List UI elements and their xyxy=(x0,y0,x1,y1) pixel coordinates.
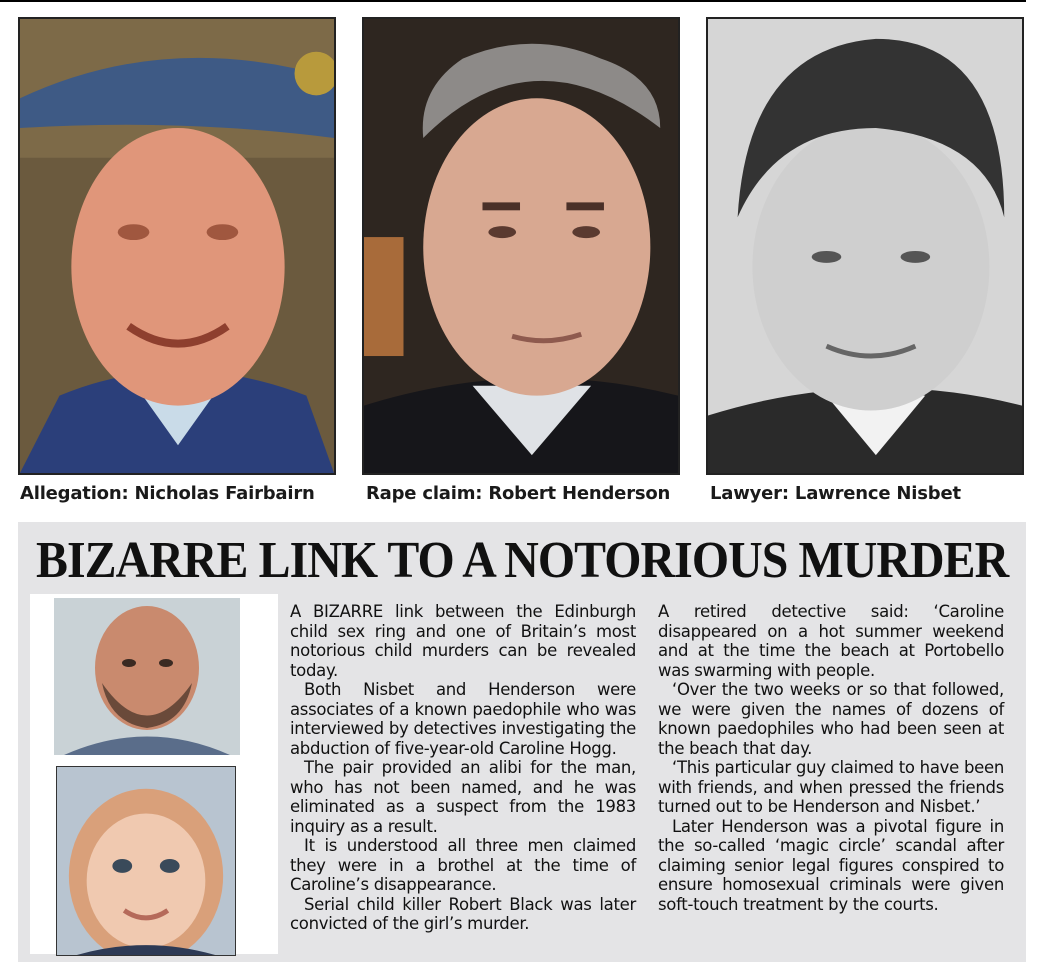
article-paragraph: Later Henderson was a pivotal figure in the so-called ‘magic circle’ scandal after claiming senior legal figures conspired to ensure homosexual criminals were given soft-touch treatment by the courts. xyxy=(658,816,1004,914)
article-paragraph: Serial child killer Robert Black was later convicted of the girl’s murder. xyxy=(290,894,636,933)
inset-photo-young-girl xyxy=(56,766,236,956)
top-rule xyxy=(0,0,1026,2)
article-paragraph: It is understood all three men claimed they were in a brothel at the time of Caroline’s disappearance. xyxy=(290,836,636,894)
article-paragraph: ‘This particular guy claimed to have been with friends, and when pressed the friends turned out to be Henderson and Nisbet.’ xyxy=(658,758,1004,816)
headline: BIZARRE LINK TO A NOTORIOUS MURDER xyxy=(36,532,1009,589)
article-paragraph: The pair provided an alibi for the man, who has not been named, and he was eliminated as a suspect from the 1983 inquiry as a result. xyxy=(290,758,636,836)
caption-nicholas-fairbairn: Allegation: Nicholas Fairbairn xyxy=(20,483,315,504)
article-paragraph: Both Nisbet and Henderson were associates of a known paedophile who was interviewed by detectives investigating the abduction of five-year-old Caroline Hogg. xyxy=(290,680,636,758)
photo-robert-henderson xyxy=(362,17,680,475)
article-paragraph: A retired detective said: ‘Caroline disappeared on a hot summer weekend and at the time the beach at Portobello was swarming with people. xyxy=(658,602,1004,680)
article-column-1 xyxy=(290,602,636,934)
photo-nicholas-fairbairn xyxy=(18,17,336,475)
photo-lawrence-nisbet xyxy=(706,17,1024,475)
article-paragraph: A BIZARRE link between the Edinburgh child sex ring and one of Britain’s most notorious child murders can be revealed today. xyxy=(290,602,636,680)
article-column-2 xyxy=(658,602,1004,914)
caption-robert-henderson: Rape claim: Robert Henderson xyxy=(366,483,671,504)
inset-photo-bearded-man xyxy=(54,598,240,755)
article-paragraph: ‘Over the two weeks or so that followed, we were given the names of dozens of known paedophiles who had been seen at the beach that day. xyxy=(658,680,1004,758)
caption-lawrence-nisbet: Lawyer: Lawrence Nisbet xyxy=(710,483,961,504)
